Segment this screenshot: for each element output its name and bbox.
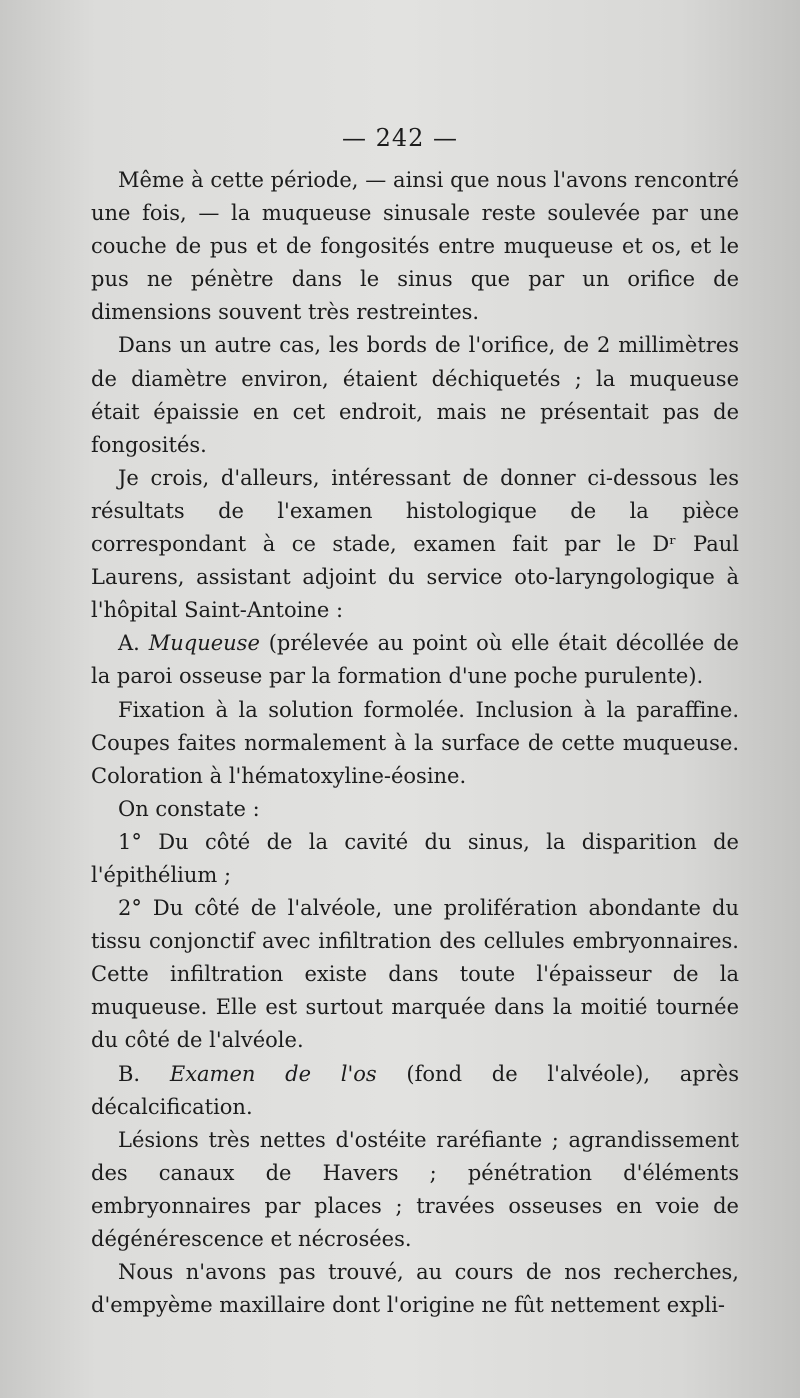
paragraph: Fixation à la solution formolée. Inclusion à la paraffine. Coupes faites normalement à la surface de cette muqueuse. Coloration à l'hématoxyline-éosine.	[91, 697, 739, 788]
section-text: (fond de l'alvéole), après décalcification.	[91, 1061, 739, 1119]
list-item: 1° Du côté de la cavité du sinus, la disparition de l'épithélium ;	[91, 829, 739, 887]
paragraph: Dans un autre cas, les bords de l'orifice, de 2 millimètres de diamètre environ, étaient déchiquetés ; la muqueuse était épaissie en cet endroit, mais ne présentait pas de fongosités.	[91, 333, 739, 457]
section-heading: Muqueuse	[148, 631, 260, 656]
paragraph: Même à cette période, — ainsi que nous l'avons rencontré une fois, — la muqueuse sinusale reste soulevée par une couche de pus et de fongosités entre muqueuse et os, et le pus ne pénètre dans le sinus que par un orifice de dimensions souvent très restreintes.	[91, 168, 739, 325]
section-text: (prélevée au point où elle était décollée de la paroi osseuse par la formation d'une poche purulente).	[91, 631, 739, 689]
section-heading: Examen de l'os	[169, 1061, 377, 1086]
section-marker: A.	[118, 631, 149, 656]
paragraph-section-a	[91, 627, 739, 693]
section-marker: B.	[118, 1061, 170, 1086]
paragraph: Nous n'avons pas trouvé, au cours de nos recherches, d'empyème maxillaire dont l'origine ne fût nettement expli-	[91, 1260, 739, 1318]
paragraph: Lésions très nettes d'ostéite raréfiante ; agrandissement des canaux de Havers ; pénétration d'éléments embryonnaires par places ; travées osseuses en voie de dégénérescence et nécrosées.	[91, 1127, 739, 1251]
list-item: 2° Du côté de l'alvéole, une prolifération abondante du tissu conjonctif avec infiltration des cellules embryonnaires. Cette infiltration existe dans toute l'épaisseur de la muqueuse. Elle est surtout marquée dans la moitié tournée du côté de l'alvéole.	[91, 896, 739, 1053]
paragraph: On constate :	[118, 796, 260, 821]
paragraph-section-b	[91, 1058, 739, 1124]
page-number: — 242 —	[341, 124, 459, 152]
body-text	[91, 164, 739, 1322]
paragraph: Je crois, d'alleurs, intéressant de donner ci-dessous les résultats de l'examen histologique de la pièce correspondant à ce stade, examen fait par le Dʳ Paul Laurens, assistant adjoint du service oto-laryngologique à l'hôpital Saint-Antoine :	[91, 465, 739, 623]
